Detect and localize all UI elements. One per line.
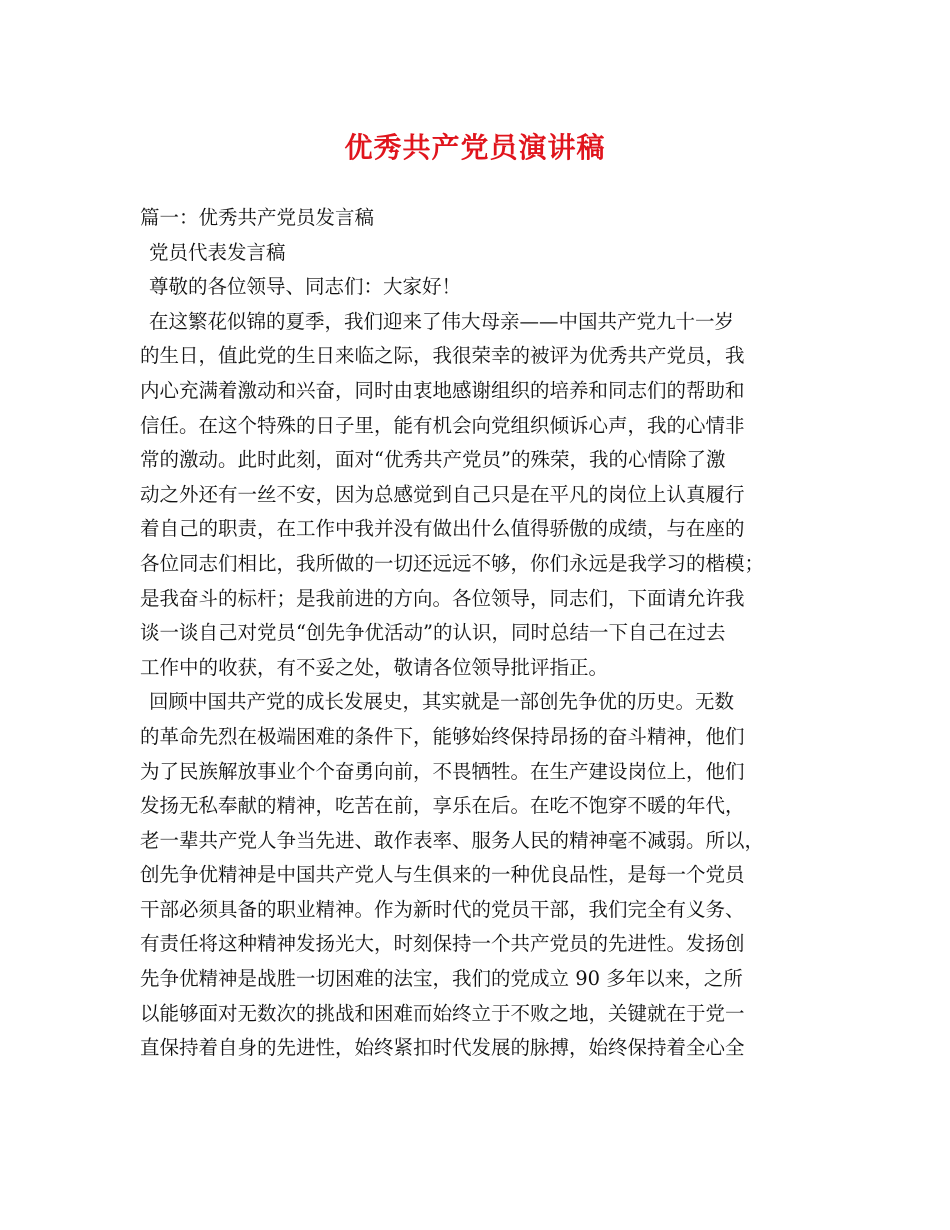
text-line: 直保持着自身的先进性，始终紧扣时代发展的脉搏，始终保持着全心全 — [140, 1036, 745, 1060]
text-line: 的生日，值此党的生日来临之际，我很荣幸的被评为优秀共产党员，我 — [140, 344, 745, 368]
text-line: 回顾中国共产党的成长发展史，其实就是一部创先争优的历史。无数 — [149, 690, 735, 714]
text-line: 工作中的收获，有不妥之处，敬请各位领导批评指正。 — [140, 655, 609, 679]
text-line: 动之外还有一丝不安，因为总感觉到自己只是在平凡的岗位上认真履行 — [140, 482, 745, 506]
text-line: 尊敬的各位领导、同志们：大家好！ — [149, 275, 462, 299]
text-line: 内心充满着激动和兴奋，同时由衷地感谢组织的培养和同志们的帮助和 — [140, 378, 745, 402]
text-line: 为了民族解放事业个个奋勇向前，不畏牺牲。在生产建设岗位上，他们 — [140, 759, 745, 783]
text-line: 老一辈共产党人争当先进、敢作表率、服务人民的精神毫不减弱。所以， — [140, 828, 765, 852]
document-body — [140, 201, 820, 1066]
text-line: 干部必须具备的职业精神。作为新时代的党员干部，我们完全有义务、 — [140, 897, 745, 921]
text-line: 发扬无私奉献的精神，吃苦在前，享乐在后。在吃不饱穿不暖的年代， — [140, 794, 745, 818]
text-line: 常的激动。此时此刻，面对“优秀共产党员”的殊荣，我的心情除了激 — [140, 448, 726, 472]
text-line: 各位同志们相比，我所做的一切还远远不够，你们永远是我学习的楷模； — [140, 551, 765, 575]
text-line: 篇一：优秀共产党员发言稿 — [140, 206, 375, 229]
text-line: 是我奋斗的标杆；是我前进的方向。各位领导，同志们，下面请允许我 — [140, 586, 745, 610]
text-line: 信任。在这个特殊的日子里，能有机会向党组织倾诉心声，我的心情非 — [140, 413, 745, 437]
text-line: 有责任将这种精神发扬光大，时刻保持一个共产党员的先进性。发扬创 — [140, 932, 745, 956]
text-line: 以能够面对无数次的挑战和困难而始终立于不败之地，关键就在于党一 — [140, 1001, 745, 1025]
text-line: 先争优精神是战胜一切困难的法宝，我们的党成立 90 多年以来，之所 — [140, 967, 743, 991]
text-line: 谈一谈自己对党员“创先争优活动”的认识，同时总结一下自己在过去 — [140, 621, 726, 645]
text-line: 创先争优精神是中国共产党人与生俱来的一种优良品性，是每一个党员 — [140, 863, 745, 887]
text-line: 在这繁花似锦的夏季，我们迎来了伟大母亲——中国共产党九十一岁 — [149, 309, 735, 333]
document-title: 优秀共产党员演讲稿 — [344, 131, 606, 164]
text-line: 着自己的职责，在工作中我并没有做出什么值得骄傲的成绩，与在座的 — [140, 517, 745, 541]
text-line: 党员代表发言稿 — [149, 240, 286, 264]
text-line: 的革命先烈在极端困难的条件下，能够始终保持昂扬的奋斗精神，他们 — [140, 724, 745, 748]
